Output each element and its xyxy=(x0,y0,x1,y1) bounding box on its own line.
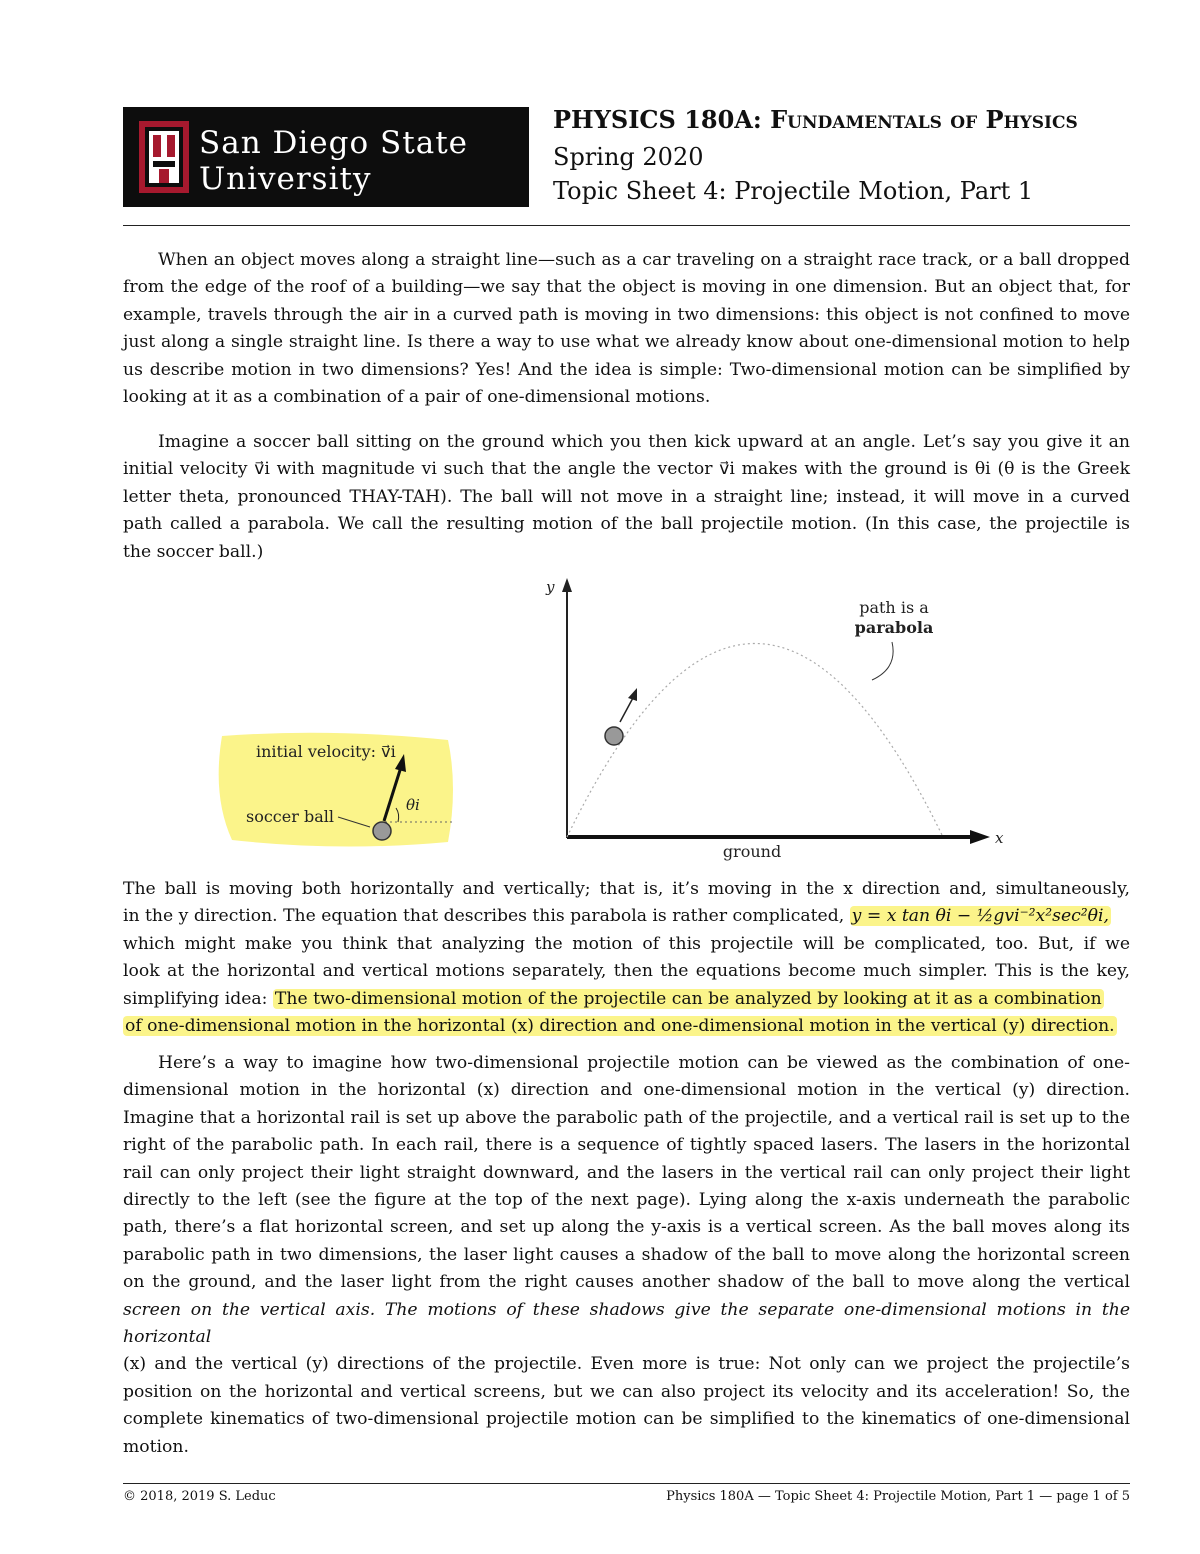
logo-text-line2: University xyxy=(199,161,372,197)
parabola-path xyxy=(567,644,943,838)
text-line xyxy=(123,1013,1130,1040)
page-footer-info: Physics 180A — Topic Sheet 4: Projectile Motion, Part 1 — page 1 of 5 xyxy=(666,1489,1130,1504)
text-line: from the edge of the roof of a building—we say that the object is moving in one dimension. But an object that, for xyxy=(123,277,1130,298)
text-line: parabolic path in two dimensions, the laser light causes a shadow of the ball to move along the horizontal screen xyxy=(123,1244,1130,1265)
text-line: When an object moves along a straight line—such as a car traveling on a straight race track, or a ball dropped xyxy=(158,250,1130,270)
text-line: looking at it as a combination of a pair of one-dimensional motions. xyxy=(123,387,711,408)
path-label-pointer xyxy=(872,642,893,680)
text-fragment: simplifying idea: xyxy=(123,988,268,1009)
text-line: on the ground, and the laser light from the right causes another shadow of the ball to move along the vertical xyxy=(123,1272,1130,1293)
text-line: Imagine that a horizontal rail is set up above the parabolic path of the projectile, and a vertical rail is set up to the xyxy=(123,1107,1130,1128)
text-line: initial velocity v⃗i with magnitude vi such that the angle the vector v⃗i makes with the ground is θi (θ is the Greek xyxy=(123,459,1130,480)
text-fragment: in the y direction. The equation that describes this parabola is rather complicated, xyxy=(123,906,845,927)
text-line: the soccer ball.) xyxy=(123,541,264,562)
initial-velocity-label: initial velocity: v⃗i xyxy=(256,742,396,761)
copyright: © 2018, 2019 S. Leduc xyxy=(123,1489,276,1504)
text-line: complete kinematics of two-dimensional projectile motion can be simplified to the kinematics of one-dimensional xyxy=(123,1409,1130,1430)
header-divider xyxy=(123,225,1130,226)
footer-divider xyxy=(123,1483,1130,1484)
text-line: letter theta, pronounced THAY-TAH). The ball will not move in a straight line; instead, it will move in a curved xyxy=(123,486,1130,507)
text-line: motion. xyxy=(123,1436,189,1457)
theta-label: θi xyxy=(406,796,420,814)
projectile-figure xyxy=(0,570,1200,870)
page-header xyxy=(123,105,1130,227)
paragraph-lasers xyxy=(123,1050,1130,1461)
text-line: dimensional motion in the horizontal (x) direction and one-dimensional motion in the vertical (y) direction. xyxy=(123,1080,1130,1101)
text-line: rail can only project their light straight downward, and the lasers in the vertical rail can only project their light xyxy=(123,1162,1130,1183)
text-line: The ball is moving both horizontally and vertically; that is, it’s moving in the x direction and, simultaneously, xyxy=(123,879,1130,899)
course-prefix: PHYSICS 180A: xyxy=(553,105,762,134)
text-line xyxy=(123,903,1130,930)
text-line: directly to the left (see the figure at the top of the next page). Lying along the x-axis underneath the parabolic xyxy=(123,1190,1130,1211)
university-seal-icon xyxy=(139,121,189,193)
text-line: Imagine a soccer ball sitting on the ground which you then kick upward at an angle. Let’s say you give it an xyxy=(158,432,1130,452)
text-line: just along a single straight line. Is there a way to use what we already know about one-dimensional motion to help xyxy=(123,332,1130,353)
university-logo xyxy=(123,107,529,207)
paragraph-intro xyxy=(123,247,1130,411)
path-label-1: path is a xyxy=(859,598,929,617)
soccer-ball-label: soccer ball xyxy=(246,807,334,826)
text-line: right of the parabolic path. In each rail, there is a sequence of tightly spaced lasers. The lasers in the horizontal xyxy=(123,1135,1130,1156)
paragraph-equation xyxy=(123,876,1130,1040)
x-axis-arrow-icon xyxy=(970,830,990,844)
path-label-2: parabola xyxy=(854,618,934,637)
text-line: (x) and the vertical (y) directions of the projectile. Even more is true: Not only can we project the projectile’s xyxy=(123,1354,1130,1375)
text-line: look at the horizontal and vertical motions separately, then the equations become much simpler. This is the key, xyxy=(123,961,1130,982)
logo-text-line1: San Diego State xyxy=(199,125,468,161)
parabola-equation: y = x tan θi − ½gvi⁻²x²sec²θi, xyxy=(851,906,1109,927)
text-line xyxy=(123,986,1130,1013)
text-line: which might make you think that analyzing the motion of this projectile will be complicated, too. But, if we xyxy=(123,933,1130,954)
paragraph-soccer-ball xyxy=(123,429,1130,566)
x-axis-label: x xyxy=(995,829,1004,847)
key-idea-highlight: of one-dimensional motion in the horizontal (x) direction and one-dimensional motion in the vertical (y) direction. xyxy=(125,1016,1115,1037)
velocity-arrow-head-icon xyxy=(628,688,637,701)
term: Spring 2020 xyxy=(553,143,704,171)
ball-on-path xyxy=(605,727,623,745)
text-line: screen on the vertical axis. The motions of these shadows give the separate one-dimensional motions in the horizontal xyxy=(123,1299,1130,1348)
y-axis-label: y xyxy=(546,578,555,596)
text-line: us describe motion in two dimensions? Yes! And the idea is simple: Two-dimensional motion can be simplified by xyxy=(123,359,1130,380)
soccer-ball xyxy=(373,822,391,840)
course-title xyxy=(553,105,1078,134)
ground-label: ground xyxy=(722,842,782,861)
course-name: Fundamentals of Physics xyxy=(770,105,1078,134)
text-line: Here’s a way to imagine how two-dimensional projectile motion can be viewed as the combination of one- xyxy=(158,1053,1130,1073)
text-line: example, travels through the air in a curved path is moving in two dimensions: this object is not confined to move xyxy=(123,304,1130,325)
text-line: path called a parabola. We call the resulting motion of the ball projectile motion. (In this case, the projectile is xyxy=(123,514,1130,535)
text-line: position on the horizontal and vertical screens, but we can also project its velocity and its acceleration! So, the xyxy=(123,1381,1130,1402)
key-idea-highlight: The two-dimensional motion of the projectile can be analyzed by looking at it as a combination xyxy=(274,988,1102,1009)
velocity-arrow xyxy=(620,696,634,722)
y-axis-arrow-icon xyxy=(562,578,572,592)
text-line: path, there’s a flat horizontal screen, and set up along the y-axis is a vertical screen. As the ball moves along its xyxy=(123,1217,1130,1238)
topic-title: Topic Sheet 4: Projectile Motion, Part 1 xyxy=(553,177,1034,205)
